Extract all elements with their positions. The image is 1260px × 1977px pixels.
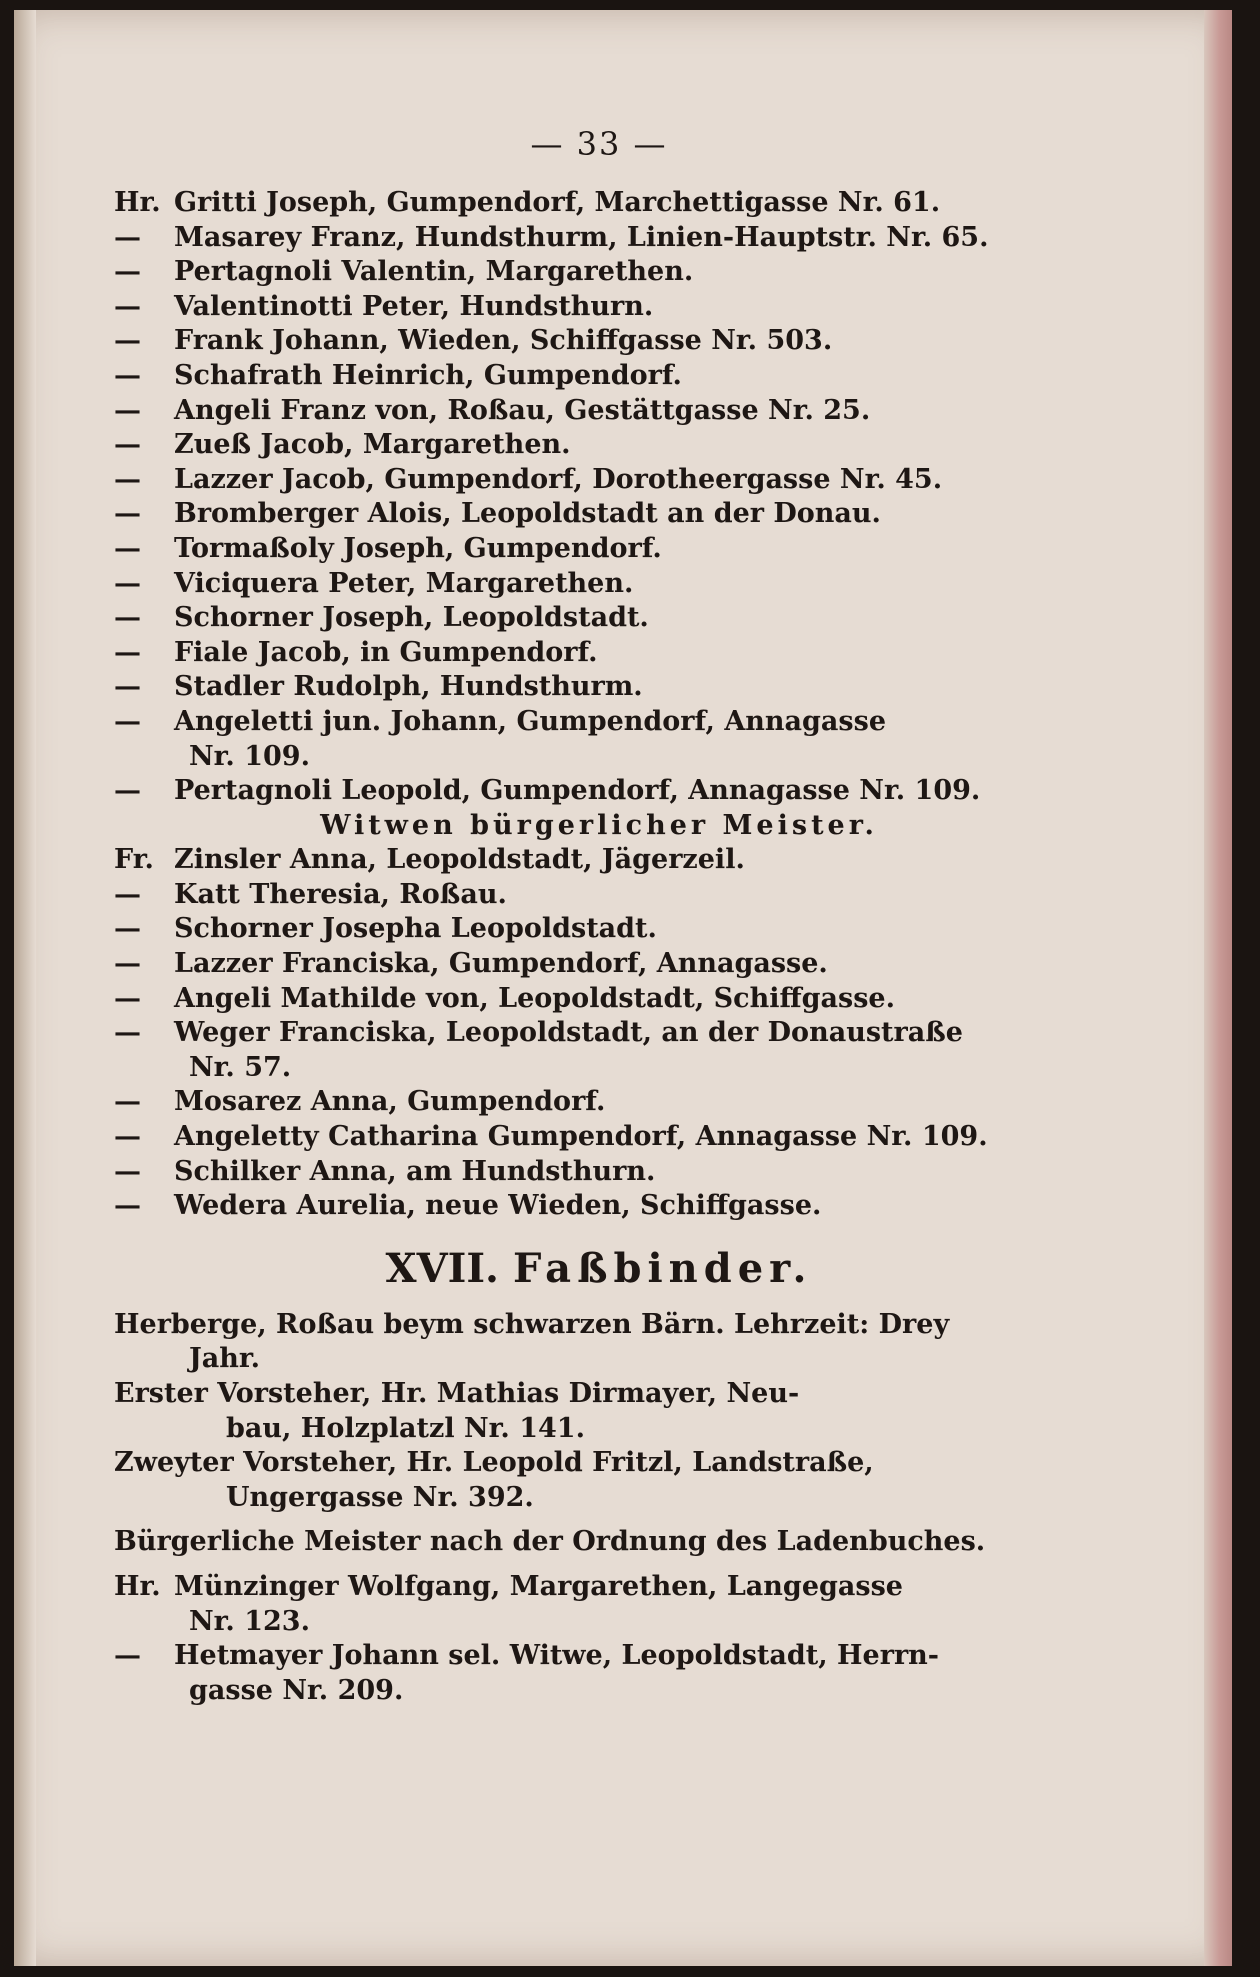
entry-lead: Hr.: [114, 1570, 161, 1602]
entry-text: Pertagnoli Valentin, Margarethen.: [174, 256, 694, 288]
list-item: [114, 878, 1084, 913]
entry-list-masters: [114, 1570, 1084, 1708]
entry-text: Valentinotti Peter, Hundsthurn.: [174, 290, 654, 322]
entry-text: Nr. 109.: [189, 740, 310, 772]
entry-text: Nr. 57.: [189, 1051, 292, 1083]
entry-lead: —: [114, 705, 141, 737]
guild-info: [114, 1308, 1084, 1516]
entry-text: Schorner Josepha Leopoldstadt.: [174, 913, 657, 945]
info-line: Erster Vorsteher, Hr. Mathias Dirmayer, Neu-: [114, 1378, 800, 1409]
list-item: [114, 1051, 1084, 1086]
entry-lead: —: [114, 1190, 141, 1222]
list-item: [114, 1570, 1084, 1605]
entry-text: Zueß Jacob, Margarethen.: [174, 429, 571, 461]
entry-lead: —: [114, 1640, 141, 1672]
list-item: [114, 428, 1084, 463]
list-item: [114, 982, 1084, 1017]
entry-text: Schilker Anna, am Hundsthurn.: [174, 1155, 656, 1187]
entry-lead: —: [114, 671, 141, 703]
list-item: [114, 1016, 1084, 1051]
list-item: [114, 705, 1084, 740]
entry-lead: —: [114, 221, 141, 253]
entry-text: Wedera Aurelia, neue Wieden, Schiffgasse.: [174, 1190, 822, 1222]
entry-text: Hetmayer Johann sel. Witwe, Leopoldstadt, Herrn-: [174, 1640, 940, 1672]
list-item: [114, 186, 1084, 221]
section-name: Faßbinder.: [512, 1244, 813, 1292]
entry-lead: —: [114, 636, 141, 668]
entry-lead: —: [114, 567, 141, 599]
list-item: [114, 947, 1084, 982]
list-item: [114, 1155, 1084, 1190]
entry-text: Bromberger Alois, Leopoldstadt an der Donau.: [174, 498, 881, 530]
entry-text: Viciquera Peter, Margarethen.: [174, 567, 634, 599]
entry-text: Angeli Franz von, Roßau, Gestättgasse Nr. 25.: [174, 394, 871, 426]
entry-list-widows: [114, 843, 1084, 1224]
masters-heading: Bürgerliche Meister nach der Ordnung des Ladenbuches.: [114, 1526, 986, 1558]
entry-lead: —: [114, 602, 141, 634]
entry-text: Katt Theresia, Roßau.: [174, 878, 507, 910]
list-item: [114, 1085, 1084, 1120]
widows-heading: Witwen bürgerlicher Meister.: [320, 809, 878, 841]
list-item: [114, 324, 1084, 359]
entry-lead: —: [114, 1086, 141, 1118]
info-line: Herberge, Roßau beym schwarzen Bärn. Lehrzeit: Drey: [114, 1308, 950, 1340]
list-item: [114, 497, 1084, 532]
entry-lead: —: [114, 394, 141, 426]
list-item: [114, 912, 1084, 947]
entry-lead: —: [114, 982, 141, 1014]
entry-lead: —: [114, 290, 141, 322]
list-item: [114, 670, 1084, 705]
entry-text: Zinsler Anna, Leopoldstadt, Jägerzeil.: [174, 844, 745, 876]
section-title: [114, 1230, 1084, 1308]
entry-lead: —: [114, 256, 141, 288]
entry-text: Schafrath Heinrich, Gumpendorf.: [174, 359, 682, 391]
list-item: [114, 1120, 1084, 1155]
info-line: Zweyter Vorsteher, Hr. Leopold Fritzl, Landstraße,: [114, 1447, 874, 1479]
entry-lead: Hr.: [114, 187, 161, 218]
entry-text: Lazzer Franciska, Gumpendorf, Annagasse.: [174, 948, 828, 980]
entry-lead: —: [114, 532, 141, 564]
list-item: [114, 221, 1084, 256]
entry-text: Angeletty Catharina Gumpendorf, Annagasse Nr. 109.: [174, 1121, 988, 1153]
entry-text: Weger Franciska, Leopoldstadt, an der Donaustraße: [174, 1017, 963, 1049]
page-content: [114, 118, 1084, 1708]
entry-text: Pertagnoli Leopold, Gumpendorf, Annagasse Nr. 109.: [174, 775, 981, 807]
entry-lead: Fr.: [114, 844, 154, 876]
list-item: [114, 1605, 1084, 1640]
entry-text: Münzinger Wolfgang, Margarethen, Langegasse: [174, 1570, 903, 1602]
entry-list-masters-top: [114, 186, 1084, 809]
info-line: bau, Holzplatzl Nr. 141.: [226, 1412, 585, 1444]
entry-lead: —: [114, 948, 141, 980]
list-item: [114, 1674, 1084, 1709]
list-item: [114, 359, 1084, 394]
section-number: XVII.: [385, 1244, 499, 1292]
book-page: [14, 10, 1232, 1966]
entry-lead: —: [114, 498, 141, 530]
entry-text: Angeli Mathilde von, Leopoldstadt, Schiffgasse.: [174, 982, 895, 1014]
entry-text: Gritti Joseph, Gumpendorf, Marchettigasse Nr. 61.: [174, 187, 941, 218]
entry-lead: —: [114, 463, 141, 495]
entry-text: Schorner Joseph, Leopoldstadt.: [174, 602, 649, 634]
entry-lead: —: [114, 913, 141, 945]
page-number: — 33 —: [530, 125, 668, 163]
entry-text: Fiale Jacob, in Gumpendorf.: [174, 636, 598, 668]
entry-lead: —: [114, 1121, 141, 1153]
list-item: [114, 463, 1084, 498]
list-item: [114, 601, 1084, 636]
list-item: [114, 636, 1084, 671]
entry-lead: —: [114, 325, 141, 357]
info-line: Jahr.: [189, 1343, 261, 1375]
entry-lead: —: [114, 359, 141, 391]
info-line: Ungergasse Nr. 392.: [226, 1481, 534, 1513]
entry-text: Masarey Franz, Hundsthurm, Linien-Hauptstr. Nr. 65.: [174, 221, 989, 253]
list-item: [114, 774, 1084, 809]
entry-text: gasse Nr. 209.: [189, 1674, 404, 1706]
list-item: [114, 567, 1084, 602]
page-edge: [1204, 10, 1232, 1966]
entry-lead: —: [114, 878, 141, 910]
list-item: [114, 394, 1084, 429]
page-gutter: [14, 10, 36, 1966]
entry-text: Tormaßoly Joseph, Gumpendorf.: [174, 532, 662, 564]
entry-lead: —: [114, 1155, 141, 1187]
entry-lead: —: [114, 775, 141, 807]
list-item: [114, 255, 1084, 290]
entry-lead: —: [114, 1017, 141, 1049]
entry-lead: —: [114, 429, 141, 461]
entry-text: Frank Johann, Wieden, Schiffgasse Nr. 503.: [174, 325, 833, 357]
entry-text: Angeletti jun. Johann, Gumpendorf, Annagasse: [174, 705, 887, 737]
entry-text: Mosarez Anna, Gumpendorf.: [174, 1086, 606, 1118]
entry-text: Lazzer Jacob, Gumpendorf, Dorotheergasse Nr. 45.: [174, 463, 943, 495]
entry-text: Nr. 123.: [189, 1605, 310, 1637]
list-item: [114, 1639, 1084, 1674]
entry-text: Stadler Rudolph, Hundsthurm.: [174, 671, 643, 703]
list-item: [114, 1189, 1084, 1224]
list-item: [114, 740, 1084, 775]
list-item: [114, 532, 1084, 567]
list-item: [114, 843, 1084, 878]
list-item: [114, 290, 1084, 325]
